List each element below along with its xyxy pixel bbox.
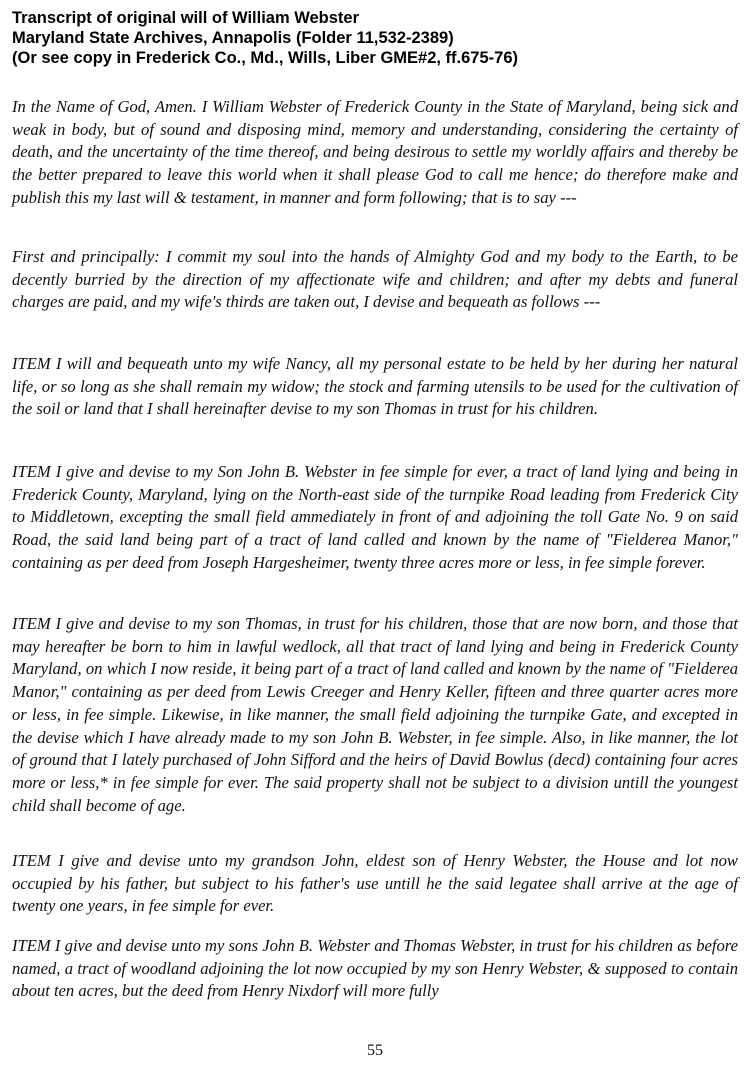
heading-line-title: Transcript of original will of William Webster — [12, 9, 360, 27]
paragraph-preamble: In the Name of God, Amen. I William Webster of Frederick County in the State of Maryland, being sick and weak in body, but of sound and disposing mind, memory and understanding, considering the certainty of death, and the uncertainty of the time thereof, and being desirous to settle my worldly affairs and thereby be the better prepared to leave this world when it shall please God to call me hence; do therefore make and publish this my last will & testament, in manner and form following; that is to say --- — [12, 97, 738, 207]
heading-line-copy-reference: (Or see copy in Frederick Co., Md., Wills, Liber GME#2, ff.675-76) — [12, 49, 518, 67]
paragraph-item-son-thomas: ITEM I give and devise to my son Thomas, in trust for his children, those that are now born, and those that may hereafter be born to him in lawful wedlock, all that tract of land lying and being in Frederick County Maryland, on which I now reside, it being part of a tract of land called and known by the name of "Fielderea Manor," containing as per deed from Lewis Creeger and Henry Keller, fifteen and three quarter acres more or less, in fee simple. Likewise, in like manner, the small field adjoining the turnpike Gate, and excepted in the devise which I have already made to my son John B. Webster, in fee simple. Also, in like manner, the lot of ground that I lately purchased of John Sifford and the heirs of David Bowlus (decd) containing four acres more or less,* in fee simple for ever. The said property shall not be subject to a division untill the youngest child shall become of age. — [12, 614, 738, 815]
paragraph-item-woodland: ITEM I give and devise unto my sons John B. Webster and Thomas Webster, in trust for his children as before named, a tract of woodland adjoining the lot now occupied by my son Henry Webster, & supposed to contain about ten acres, but the deed from Henry Nixdorf will more fully — [12, 936, 738, 1001]
page-number: 55 — [367, 1042, 383, 1059]
paragraph-first-principally: First and principally: I commit my soul into the hands of Almighty God and my body to the Earth, to be decently burried by the direction of my affectionate wife and children; and after my debts and funeral charges are paid, and my wife's thirds are taken out, I devise and bequeath as follows --- — [12, 247, 738, 312]
paragraph-item-wife-nancy: ITEM I will and bequeath unto my wife Nancy, all my personal estate to be held by her during her natural life, or so long as she shall remain my widow; the stock and farming utensils to be used for the cultivation of the soil or land that I shall hereinafter devise to my son Thomas in trust for his children. — [12, 354, 738, 419]
paragraph-item-son-john: ITEM I give and devise to my Son John B. Webster in fee simple for ever, a tract of land lying and being in Frederick County, Maryland, lying on the North-east side of the turnpike Road leading from Frederick City to Middletown, excepting the small field ammediately in front of and adjoining the toll Gate No. 9 on said Road, the said land being part of a tract of land called and known by the name of "Fielderea Manor," containing as per deed from Joseph Hargesheimer, twenty three acres more or less, in fee simple forever. — [12, 462, 738, 572]
heading-line-archive: Maryland State Archives, Annapolis (Folder 11,532-2389) — [12, 29, 454, 47]
paragraph-item-grandson-john: ITEM I give and devise unto my grandson John, eldest son of Henry Webster, the House and lot now occupied by his father, but subject to his father's use untill he the said legatee shall arrive at the age of twenty one years, in fee simple for ever. — [12, 851, 738, 916]
document-heading — [12, 8, 742, 68]
